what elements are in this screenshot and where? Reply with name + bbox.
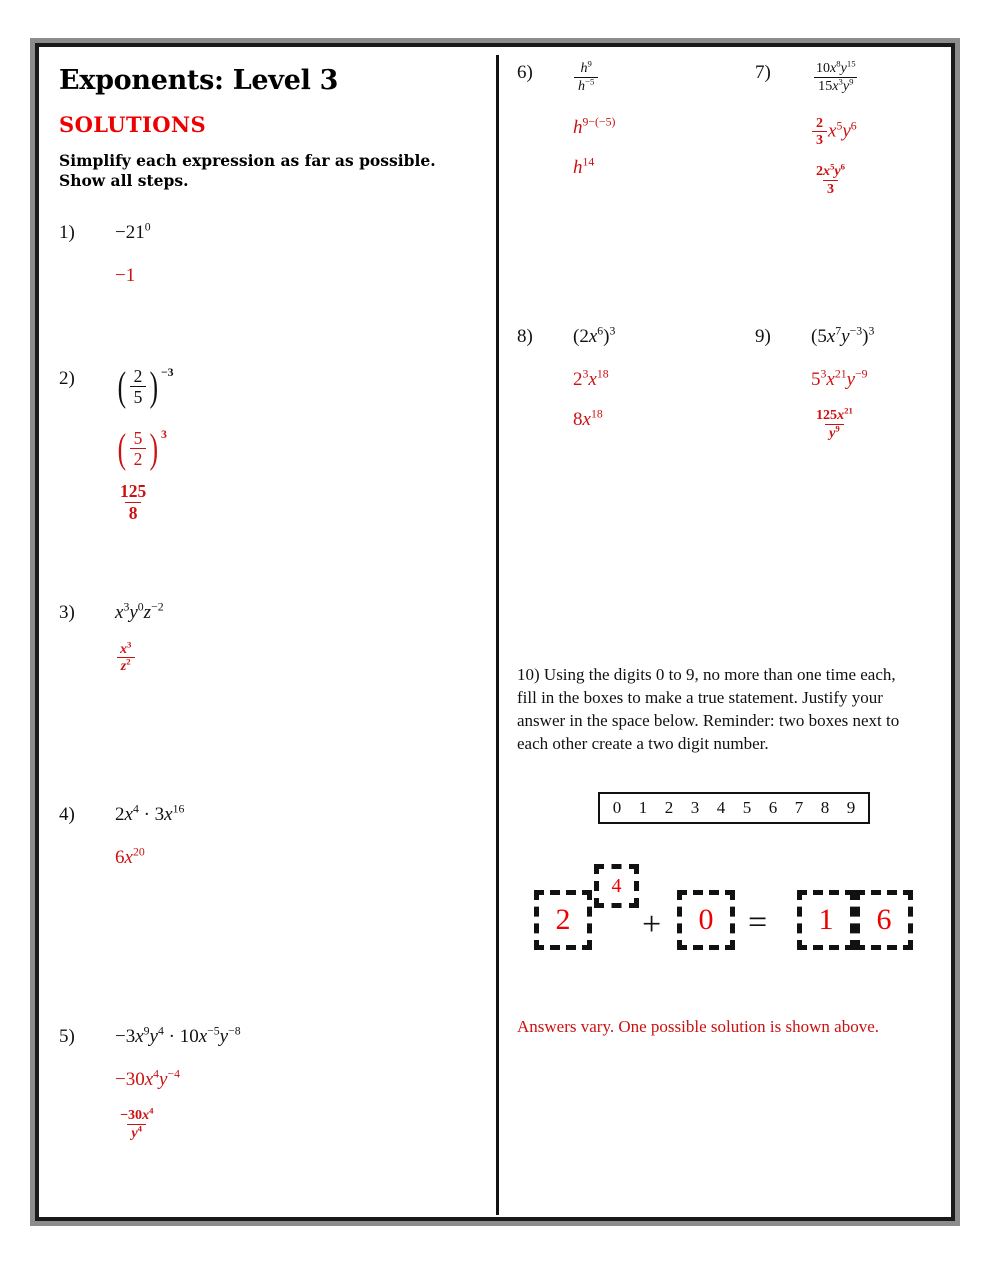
- outer-exponent: −3: [160, 366, 174, 379]
- coefficient: −30: [120, 1107, 143, 1124]
- exponent: −3: [849, 324, 863, 338]
- problem-4: [59, 803, 184, 870]
- problem-1: [59, 221, 151, 288]
- variable: x: [115, 602, 124, 623]
- equation-exponent-box[interactable]: 4: [594, 864, 639, 908]
- exponent: 3: [820, 367, 827, 381]
- problem-body: [115, 221, 151, 288]
- outer-exponent: 3: [160, 427, 167, 441]
- coefficient: 5: [811, 368, 821, 390]
- problem-number: 8): [517, 326, 533, 347]
- exponent: 3: [127, 639, 132, 649]
- exponent: 6: [597, 324, 604, 338]
- problem-1-step-1: −1: [115, 264, 136, 286]
- worksheet-page: [39, 47, 951, 1217]
- exponent: 2: [126, 656, 131, 667]
- exponent: 4: [153, 1067, 160, 1081]
- exponent: 5: [836, 118, 843, 132]
- exponent: −5: [585, 76, 595, 87]
- problem-5-step-1: [115, 1068, 241, 1093]
- problem-5-step-2: [115, 1105, 241, 1142]
- exponent: 3: [582, 367, 589, 381]
- coefficient: 6: [115, 846, 125, 868]
- coefficient: 10: [179, 1026, 199, 1047]
- exponent: 9−(−5): [582, 115, 616, 129]
- variable: z: [120, 658, 127, 675]
- exponent: −9: [855, 367, 868, 381]
- equation-result-tens-box[interactable]: 1: [797, 890, 855, 950]
- problem-number: 4): [59, 804, 75, 825]
- exponent: −8: [228, 1024, 241, 1038]
- digit-option[interactable]: 4: [716, 798, 726, 817]
- problem-3: [59, 601, 164, 674]
- fraction-numerator: [116, 639, 135, 658]
- problem-9: [755, 325, 874, 441]
- problem-5-prompt: [115, 1025, 241, 1050]
- fraction-numerator: 125: [120, 481, 147, 502]
- exponent: 18: [590, 408, 603, 422]
- exponent: 6: [840, 161, 846, 172]
- variable: z: [143, 602, 152, 623]
- problem-6: [517, 58, 616, 181]
- problem-3-step-1: [115, 639, 164, 675]
- page-title: Exponents: Level 3: [59, 65, 339, 96]
- variable: y: [834, 163, 841, 180]
- problem-6-step-2: [573, 156, 615, 181]
- equals-symbol: =: [748, 904, 768, 941]
- solutions-label: SOLUTIONS: [59, 112, 207, 137]
- variable: x: [826, 368, 835, 390]
- exponent: 16: [172, 802, 185, 816]
- problem-8: [517, 325, 615, 433]
- problem-body: [573, 58, 616, 181]
- variable: h: [573, 116, 583, 138]
- exponent: 9: [143, 1024, 150, 1038]
- equation-base-box[interactable]: 2: [534, 890, 592, 950]
- exponent: 4: [137, 1123, 143, 1134]
- problem-7-step-1: [811, 116, 861, 149]
- problem-9-prompt: $(5x^7y^{-3})^3$: [811, 324, 875, 347]
- exponent: 14: [582, 155, 595, 169]
- problem-body: [115, 364, 174, 523]
- problem-body: [115, 601, 164, 674]
- digit-strip: [598, 792, 870, 824]
- problem-7-step-2: [811, 161, 861, 197]
- outer-exponent: 3: [868, 324, 875, 338]
- problem-body: [115, 1025, 241, 1141]
- fraction-numerator: 2: [133, 366, 143, 386]
- variable: x: [828, 120, 837, 142]
- digit-option[interactable]: 0: [612, 798, 622, 817]
- variable: y: [829, 425, 836, 442]
- variable: x: [120, 640, 128, 657]
- variable: h: [578, 77, 586, 94]
- exponent: 9: [587, 58, 592, 69]
- problem-9-step-1: [811, 368, 874, 393]
- problem-5: [59, 1025, 241, 1141]
- problem-10-text: 10) Using the digits 0 to 9, no more than one time each, fill in the boxes to make a true statement. Justify your answer in the space below. Reminder: two boxes next to each other create a two digit number.: [517, 665, 900, 753]
- exponent: −4: [167, 1067, 181, 1081]
- problem-7: [755, 58, 861, 197]
- problem-4-prompt: [115, 803, 184, 828]
- variable: x: [826, 326, 836, 347]
- exponent: 7: [835, 324, 842, 338]
- exponent: 21: [834, 367, 847, 381]
- variable: y: [846, 368, 856, 390]
- exponent: 18: [596, 367, 609, 381]
- equation-row: [517, 862, 937, 972]
- coefficient: 2: [115, 804, 125, 825]
- left-column: [59, 47, 491, 1217]
- multiplication-dot: ·: [143, 804, 150, 825]
- problem-body: [115, 803, 184, 870]
- exponent: 9: [835, 423, 840, 434]
- variable: h: [580, 60, 588, 76]
- variable: x: [142, 1107, 150, 1124]
- problem-number: 5): [59, 1026, 75, 1047]
- exponent: 6: [850, 118, 857, 132]
- variable: x: [135, 1026, 144, 1047]
- exponent: −5: [207, 1024, 220, 1038]
- plus-symbol: +: [642, 906, 662, 943]
- problem-3-prompt: [115, 601, 164, 626]
- exponent: 4: [132, 802, 139, 816]
- digit-option[interactable]: 8: [820, 798, 830, 817]
- problem-number: 2): [59, 368, 75, 389]
- problem-number: 3): [59, 602, 75, 623]
- page-frame: [30, 38, 960, 1226]
- exponent: 0: [137, 600, 144, 614]
- exponent: 5: [830, 161, 835, 172]
- variable: x: [198, 1026, 208, 1047]
- exponent: 4: [149, 1105, 154, 1116]
- variable: y: [842, 120, 851, 142]
- problem-4-step-1: [115, 846, 184, 871]
- problem-2-prompt: ( $\frac{2}{5}$ ) −3: [117, 364, 174, 410]
- digit-option[interactable]: 3: [690, 798, 700, 817]
- fraction-numerator: [812, 405, 857, 424]
- problem-number: 1): [59, 222, 75, 243]
- problem-8-step-1: [573, 368, 615, 393]
- problem-8-prompt: $(2x^6)^3$: [573, 324, 616, 347]
- coefficient: 2: [573, 368, 583, 390]
- multiplication-dot: ·: [168, 1026, 175, 1047]
- instructions-text: Simplify each expression as far as possible. Show all steps.: [59, 151, 436, 190]
- coefficient: 3: [154, 804, 165, 825]
- fraction-denominator: 5: [130, 386, 147, 406]
- fraction-denominator: [117, 657, 135, 674]
- exponent: 3: [123, 600, 130, 614]
- fraction-denominator: [574, 77, 598, 94]
- variable: x: [124, 804, 133, 825]
- fraction-numerator: 5: [133, 427, 143, 448]
- exponent: 4: [157, 1024, 164, 1038]
- page-border: [35, 43, 955, 1221]
- variable: y: [219, 1026, 229, 1047]
- fraction-denominator: [127, 1124, 146, 1141]
- coefficient: −30: [115, 1068, 145, 1090]
- problem-8-step-2: [573, 408, 615, 433]
- problem-number: 7): [755, 62, 771, 83]
- fraction-denominator: 8: [125, 502, 142, 522]
- variable: x: [588, 326, 598, 347]
- problem-number: 6): [517, 62, 533, 83]
- problem-2-step-1: ( $\frac{5}{2}$ ) 3: [117, 425, 167, 471]
- fraction-numerator: [576, 58, 595, 77]
- coefficient: 5: [817, 326, 827, 347]
- problem-2-step-2: [115, 482, 174, 522]
- fraction-denominator: 2: [130, 448, 147, 468]
- digit-option[interactable]: 6: [768, 798, 778, 817]
- variable: x: [164, 804, 173, 825]
- problem-6-step-1: [573, 116, 615, 141]
- coefficient: 125: [816, 407, 838, 424]
- equation-result-ones-box[interactable]: 6: [855, 890, 913, 950]
- problem-1-prompt: $-21^0$: [115, 220, 151, 243]
- problem-body: [811, 325, 874, 441]
- exponent: 20: [132, 845, 145, 859]
- coefficient: 2: [816, 163, 824, 180]
- equation-addend-box[interactable]: 0: [677, 890, 735, 950]
- variable: x: [144, 1068, 154, 1090]
- variable: x: [582, 409, 591, 431]
- column-divider: [496, 55, 499, 1215]
- variable: h: [573, 157, 583, 179]
- coefficient: 8: [573, 409, 583, 431]
- digit-option[interactable]: 7: [794, 798, 804, 817]
- exponent: 21: [844, 405, 853, 416]
- variable: y: [159, 1068, 168, 1090]
- exponent: −2: [151, 600, 164, 614]
- digit-option[interactable]: 2: [664, 798, 674, 817]
- fraction-denominator: [825, 424, 844, 441]
- outer-exponent: 3: [609, 324, 616, 338]
- fraction-numerator: [812, 161, 849, 180]
- answers-vary-note: Answers vary. One possible solution is shown above.: [517, 1017, 879, 1036]
- fraction-numerator: [116, 1105, 157, 1124]
- variable: y: [131, 1125, 138, 1142]
- variable: x: [124, 846, 133, 868]
- problem-body: [811, 58, 861, 197]
- variable: y: [149, 1026, 158, 1047]
- problem-7-prompt: [811, 58, 861, 94]
- fraction-numerator: $10x^8y^{15}$: [816, 58, 856, 76]
- fraction-denominator: $15x^3y^9$: [814, 77, 857, 94]
- problem-number: 9): [755, 326, 771, 347]
- fraction-denominator: 3: [823, 180, 838, 197]
- coefficient: 2: [579, 326, 589, 347]
- problem-9-step-2: [811, 405, 874, 442]
- fraction-denominator: 3: [812, 131, 827, 148]
- problem-body: [573, 325, 615, 433]
- fraction-numerator: 2: [816, 114, 824, 131]
- digit-option[interactable]: 5: [742, 798, 752, 817]
- variable: x: [588, 368, 597, 390]
- coefficient: −3: [115, 1026, 136, 1047]
- variable: y: [129, 602, 138, 623]
- problem-6-prompt: [573, 58, 615, 94]
- right-column: [517, 47, 937, 1217]
- variable: x: [823, 163, 831, 180]
- variable: x: [837, 407, 845, 424]
- problem-2: [59, 364, 174, 523]
- digit-option[interactable]: 9: [846, 798, 856, 817]
- digit-option[interactable]: 1: [638, 798, 648, 817]
- variable: y: [841, 326, 850, 347]
